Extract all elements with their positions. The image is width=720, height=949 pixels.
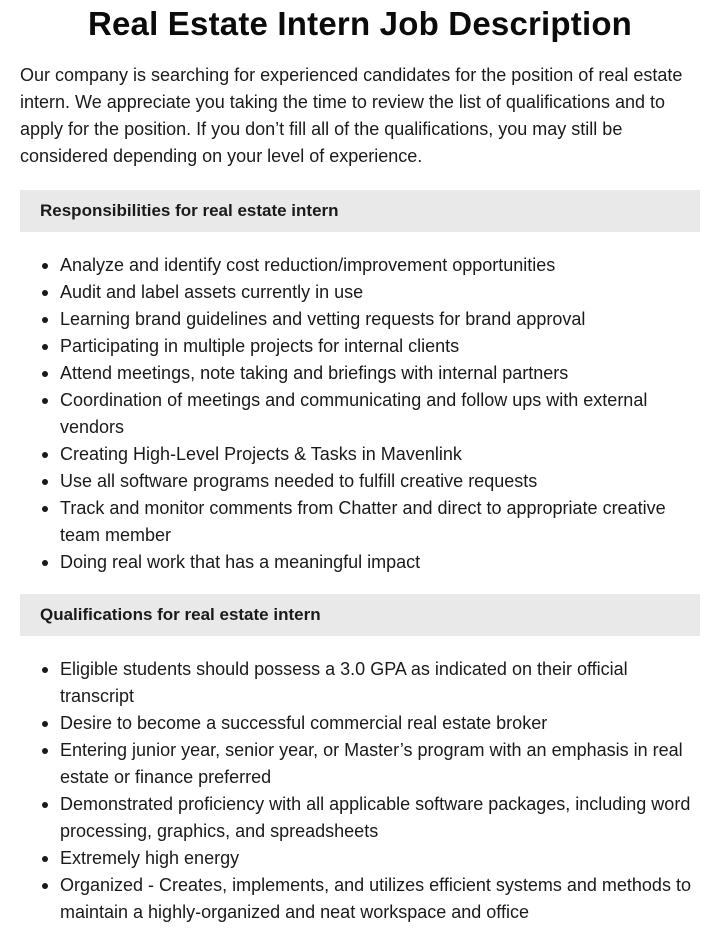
list-item: Learning brand guidelines and vetting requests for brand approval xyxy=(60,306,700,333)
responsibilities-list xyxy=(20,252,700,576)
list-item: Eligible students should possess a 3.0 GPA as indicated on their official transcript xyxy=(60,656,700,710)
page-title: Real Estate Intern Job Description xyxy=(87,5,633,42)
list-item: Use all software programs needed to fulfill creative requests xyxy=(60,468,700,495)
list-item: Participating in multiple projects for internal clients xyxy=(60,333,700,360)
responsibilities-header xyxy=(20,190,700,232)
list-item: Demonstrated proficiency with all applicable software packages, including word processing, graphics, and spreadsheets xyxy=(60,791,700,845)
list-item: Extremely high energy xyxy=(60,845,700,872)
list-item: Creating High-Level Projects & Tasks in Mavenlink xyxy=(60,441,700,468)
qualifications-heading: Qualifications for real estate intern xyxy=(40,605,321,624)
list-item: Desire to become a successful commercial real estate broker xyxy=(60,710,700,737)
list-item: Organized - Creates, implements, and utilizes efficient systems and methods to maintain a highly-organized and neat workspace and office xyxy=(60,872,700,926)
list-item: Audit and label assets currently in use xyxy=(60,279,700,306)
qualifications-list xyxy=(20,656,700,926)
qualifications-header xyxy=(20,594,700,636)
list-item: Doing real work that has a meaningful impact xyxy=(60,549,700,576)
list-item: Attend meetings, note taking and briefings with internal partners xyxy=(60,360,700,387)
intro-paragraph: Our company is searching for experienced candidates for the position of real estate intern. We appreciate you taking the time to review the list of qualifications and to apply for the position. If you don’t fill all of the qualifications, you may still be considered depending on your level of experience. xyxy=(20,65,683,166)
list-item: Track and monitor comments from Chatter and direct to appropriate creative team member xyxy=(60,495,700,549)
list-item: Coordination of meetings and communicating and follow ups with external vendors xyxy=(60,387,700,441)
list-item: Analyze and identify cost reduction/improvement opportunities xyxy=(60,252,700,279)
responsibilities-heading: Responsibilities for real estate intern xyxy=(40,201,339,220)
list-item: Entering junior year, senior year, or Master’s program with an emphasis in real estate or finance preferred xyxy=(60,737,700,791)
